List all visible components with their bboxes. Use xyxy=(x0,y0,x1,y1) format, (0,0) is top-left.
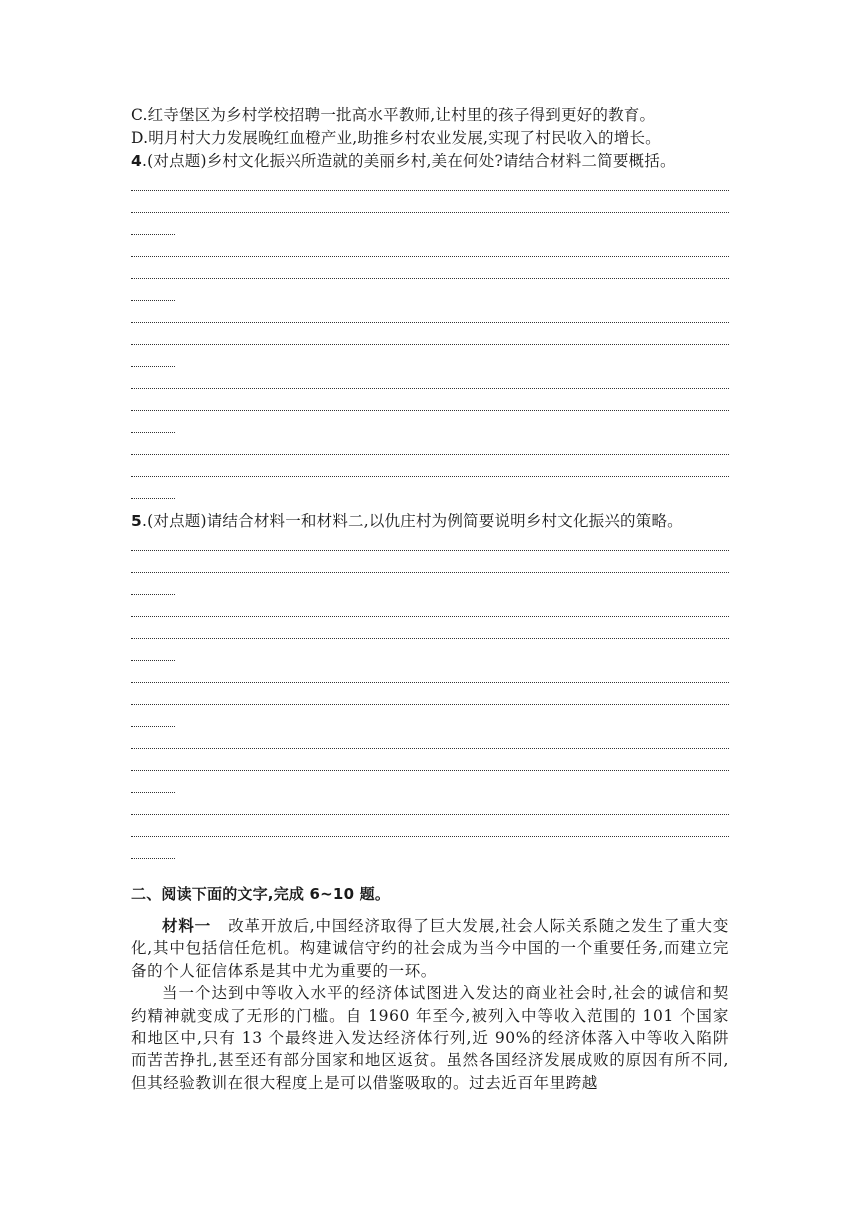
answer-line-end xyxy=(131,483,175,505)
question-4-text: .(对点题)乡村文化振兴所造就的美丽乡村,美在何处?请结合材料二简要概括。 xyxy=(142,152,676,170)
answer-line-end xyxy=(131,711,175,733)
question-4 xyxy=(131,150,729,172)
answer-line xyxy=(131,799,729,821)
answer-line xyxy=(131,307,729,329)
material-1-paragraph-1-text: 改革开放后,中国经济取得了巨大发展,社会人际关系随之发生了重大变化,其中包括信任危机。构建诚信守约的社会成为当今中国的一个重要任务,而建立完备的个人征信体系是其中尤为重要的一环。 xyxy=(131,917,729,980)
question-5 xyxy=(131,510,729,532)
answer-line-end xyxy=(131,645,175,667)
answer-line xyxy=(131,667,729,689)
answer-line xyxy=(131,329,729,351)
answer-line xyxy=(131,395,729,417)
option-d: D.明月村大力发展晚红血橙产业,助推乡村农业发展,实现了村民收入的增长。 xyxy=(131,129,661,147)
answer-line xyxy=(131,623,729,645)
answer-line xyxy=(131,439,729,461)
answer-line xyxy=(131,733,729,755)
material-1-paragraph-2: 当一个达到中等收入水平的经济体试图进入发达的商业社会时,社会的诚信和契约精神就变成了无形的门槛。自 1960 年至今,被列入中等收入范围的 101 个国家和地区中,只有 13 个最终进入发达经济体行列,近 90%的经济体落入中等收入陷阱而苦苦挣扎,甚至还有部分国家和地区返贫。虽然各国经济发展成败的原因有所不同,但其经验教训在很大程度上是可以借鉴吸取的。过去近百年里跨越 xyxy=(131,984,729,1092)
answer-area-4[interactable] xyxy=(131,175,729,505)
answer-line xyxy=(131,263,729,285)
question-5-text: .(对点题)请结合材料一和材料二,以仇庄村为例简要说明乡村文化振兴的策略。 xyxy=(142,512,683,530)
section-2-heading: 二、阅读下面的文字,完成 6~10 题。 xyxy=(131,885,391,903)
answer-line xyxy=(131,689,729,711)
answer-line xyxy=(131,557,729,579)
answer-line-end xyxy=(131,579,175,601)
answer-line xyxy=(131,175,729,197)
answer-line xyxy=(131,755,729,777)
answer-line xyxy=(131,373,729,395)
material-1 xyxy=(131,915,729,1094)
option-c: C.红寺堡区为乡村学校招聘一批高水平教师,让村里的孩子得到更好的教育。 xyxy=(131,106,656,124)
answer-line-end xyxy=(131,417,175,439)
answer-line xyxy=(131,535,729,557)
answer-line-end xyxy=(131,777,175,799)
answer-line xyxy=(131,821,729,843)
answer-line-end xyxy=(131,285,175,307)
material-1-label: 材料一 xyxy=(162,917,211,935)
answer-line xyxy=(131,197,729,219)
answer-line-end xyxy=(131,219,175,241)
answer-line xyxy=(131,601,729,623)
answer-line xyxy=(131,461,729,483)
question-4-number: 4 xyxy=(131,152,142,170)
answer-line-end xyxy=(131,843,175,865)
answer-area-5[interactable] xyxy=(131,535,729,865)
material-1-paragraph-1 xyxy=(131,915,729,982)
question-5-number: 5 xyxy=(131,512,142,530)
answer-line xyxy=(131,241,729,263)
answer-line-end xyxy=(131,351,175,373)
